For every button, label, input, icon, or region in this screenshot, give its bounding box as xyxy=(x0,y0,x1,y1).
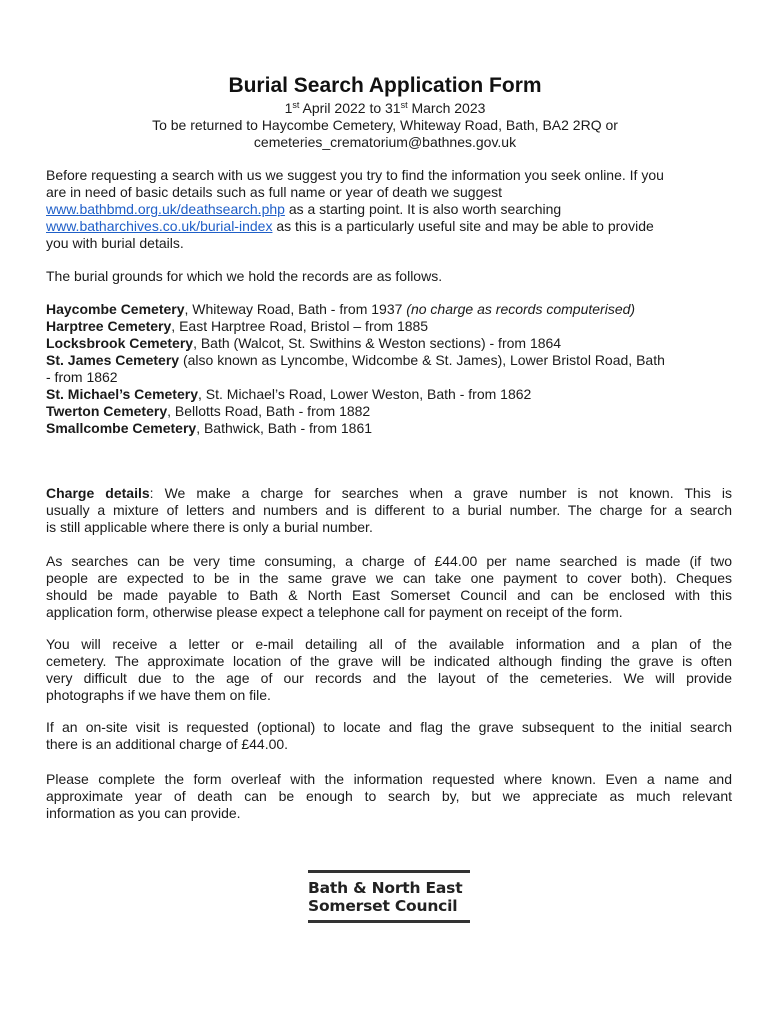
cemetery-list xyxy=(46,301,732,437)
batharchives-link[interactable]: www.batharchives.co.uk/burial-index xyxy=(46,218,273,234)
charge-line: is still applicable where there is only a burial number. xyxy=(46,519,373,535)
cemetery-detail: , Whiteway Road, Bath - from 1937 xyxy=(184,301,407,317)
cemetery-name: St. James Cemetery xyxy=(46,352,180,368)
date-start-suffix: st xyxy=(292,100,300,110)
cemetery-detail: , Bellotts Road, Bath - from 1882 xyxy=(167,403,371,419)
cemetery-detail: , Bath (Walcot, St. Swithins & Weston sections) - from 1864 xyxy=(193,335,562,351)
cost-line: As searches can be very time consuming, a charge of £44.00 per name searched is made (if two xyxy=(46,553,732,569)
council-logo xyxy=(308,870,470,923)
cemetery-detail: (also known as Lyncombe, Widcombe & St. James), Lower Bristol Road, Bath xyxy=(179,352,665,368)
cemetery-item xyxy=(46,420,732,437)
charge-line xyxy=(46,485,732,502)
letter-line: photographs if we have them on file. xyxy=(46,687,271,703)
cemetery-name: Harptree Cemetery xyxy=(46,318,172,334)
bathbmd-link[interactable]: www.bathbmd.org.uk/deathsearch.php xyxy=(46,201,285,217)
intro-text: as this is a particularly useful site and may be able to provide xyxy=(272,218,654,234)
charge-text: : We make a charge for searches when a grave number is not known. This is xyxy=(149,485,732,501)
cemetery-item-continued: - from 1862 xyxy=(46,369,118,385)
cemetery-item xyxy=(46,301,732,318)
complete-line: approximate year of death can be enough to search by, but we appreciate as much relevant xyxy=(46,788,732,804)
cemetery-item xyxy=(46,335,732,352)
complete-line: information as you can provide. xyxy=(46,805,241,821)
cemetery-note: (no charge as records computerised) xyxy=(406,301,636,317)
cemetery-name: Smallcombe Cemetery xyxy=(46,420,197,436)
cemetery-name: St. Michael’s Cemetery xyxy=(46,386,198,402)
charge-details-paragraph xyxy=(46,485,732,536)
cost-line: should be made payable to Bath & North East Somerset Council and can be enclosed with this xyxy=(46,587,732,603)
visit-line: there is an additional charge of £44.00. xyxy=(46,736,289,752)
logo-line-1: Bath & North East xyxy=(308,879,463,897)
intro-line: Before requesting a search with us we suggest you try to find the information you seek online. If you xyxy=(46,167,664,183)
cemetery-name: Locksbrook Cemetery xyxy=(46,335,194,351)
intro-line xyxy=(46,201,732,218)
logo-rule-bottom xyxy=(308,920,470,923)
date-start-day: 1 xyxy=(284,100,293,116)
date-middle: April 2022 to 31 xyxy=(299,100,401,116)
cemetery-name: Haycombe Cemetery xyxy=(46,301,185,317)
cemetery-detail: , Bathwick, Bath - from 1861 xyxy=(196,420,373,436)
complete-line: Please complete the form overleaf with the information requested where known. Even a name and xyxy=(46,771,732,787)
cemetery-item xyxy=(46,386,732,403)
charge-line: usually a mixture of letters and numbers and is different to a burial number. The charge for a search xyxy=(46,502,732,518)
cost-line: application form, otherwise please expect a telephone call for payment on receipt of the form. xyxy=(46,604,623,620)
page-title: Burial Search Application Form xyxy=(228,74,542,97)
intro-line xyxy=(46,218,732,235)
logo-rule-top xyxy=(308,870,470,873)
logo-line-2: Somerset Council xyxy=(308,897,458,915)
cemetery-detail: , East Harptree Road, Bristol – from 1885 xyxy=(171,318,429,334)
visit-paragraph xyxy=(46,719,732,753)
charge-details-label: Charge details xyxy=(46,485,150,501)
intro-line: are in need of basic details such as full name or year of death we suggest xyxy=(46,184,503,200)
cemetery-item xyxy=(46,403,732,420)
cemetery-detail: , St. Michael’s Road, Lower Weston, Bath - from 1862 xyxy=(198,386,532,402)
return-email: cemeteries_crematorium@bathnes.gov.uk xyxy=(253,134,517,150)
cemetery-item xyxy=(46,318,732,335)
date-range xyxy=(0,100,770,116)
date-end: March 2023 xyxy=(407,100,486,116)
cemetery-name: Twerton Cemetery xyxy=(46,403,168,419)
cost-paragraph xyxy=(46,553,732,621)
intro-line: you with burial details. xyxy=(46,235,184,251)
letter-line: very difficult due to the age of our records and the layout of the cemeteries. We will provide xyxy=(46,670,732,686)
intro-text: as a starting point. It is also worth searching xyxy=(284,201,562,217)
complete-paragraph xyxy=(46,771,732,822)
letter-line: You will receive a letter or e-mail detailing all of the available information and a plan of the xyxy=(46,636,732,652)
letter-paragraph xyxy=(46,636,732,704)
letter-line: cemetery. The approximate location of the grave will be indicated although finding the grave is often xyxy=(46,653,732,669)
cost-line: people are expected to be in the same grave we can take one payment to cover both). Cheques xyxy=(46,570,732,586)
cemetery-item xyxy=(46,352,732,369)
grounds-intro: The burial grounds for which we hold the records are as follows. xyxy=(46,268,443,284)
return-address: To be returned to Haycombe Cemetery, Whiteway Road, Bath, BA2 2RQ or xyxy=(152,117,618,133)
intro-paragraph xyxy=(46,167,732,252)
date-end-suffix: st xyxy=(400,100,408,110)
visit-line: If an on-site visit is requested (optional) to locate and flag the grave subsequent to the initial search xyxy=(46,719,732,735)
